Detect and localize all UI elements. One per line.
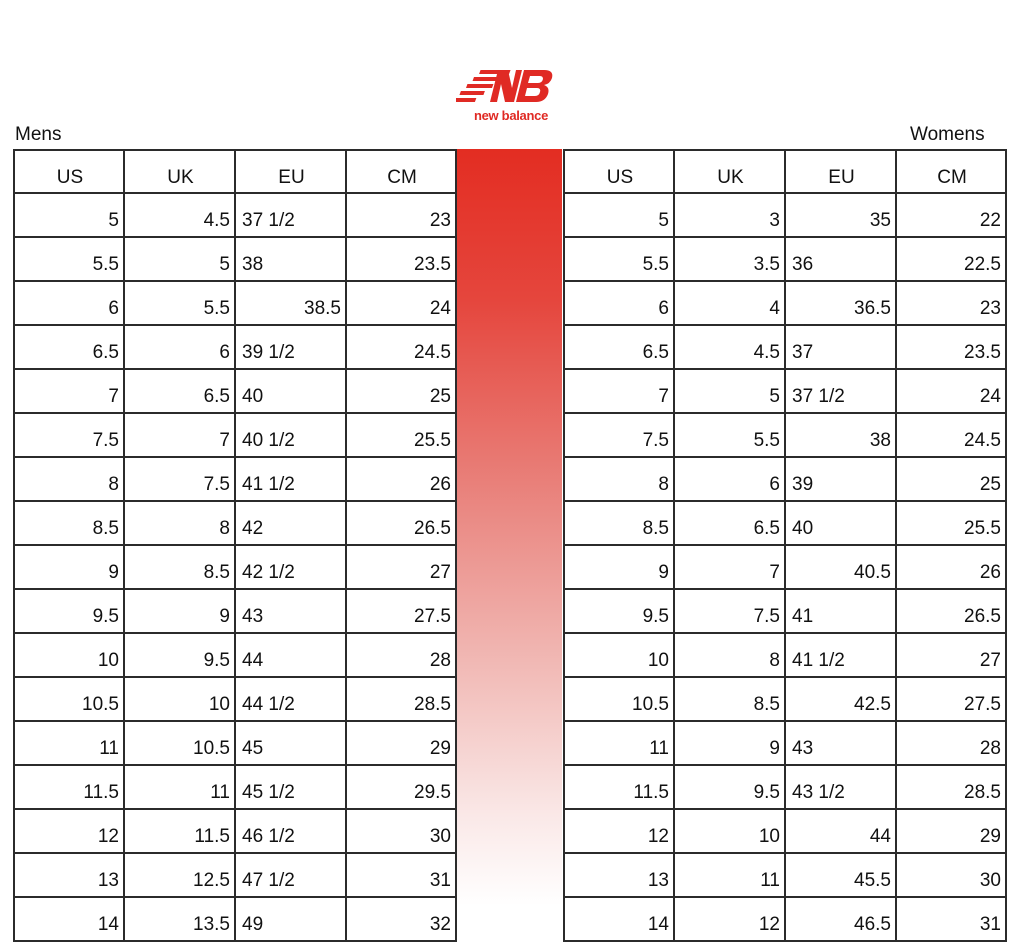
mens-cell-us: 10.5	[14, 677, 124, 721]
womens-cell-cm: 22.5	[896, 237, 1006, 281]
table-row	[14, 765, 456, 809]
womens-header-row	[564, 150, 1006, 193]
mens-cell-us: 8	[14, 457, 124, 501]
table-row	[564, 677, 1006, 721]
womens-cell-cm: 23.5	[896, 325, 1006, 369]
mens-cell-uk: 10	[124, 677, 235, 721]
womens-cell-uk: 4.5	[674, 325, 785, 369]
womens-cell-us: 10	[564, 633, 674, 677]
mens-cell-eu: 45 1/2	[235, 765, 346, 809]
womens-cell-uk: 9	[674, 721, 785, 765]
womens-cell-eu: 41	[785, 589, 896, 633]
mens-cell-cm: 23.5	[346, 237, 456, 281]
mens-cell-uk: 6.5	[124, 369, 235, 413]
table-row	[564, 501, 1006, 545]
womens-cell-us: 9	[564, 545, 674, 589]
table-row	[564, 281, 1006, 325]
mens-cell-cm: 27	[346, 545, 456, 589]
mens-cell-cm: 26	[346, 457, 456, 501]
mens-cell-eu: 38.5	[235, 281, 346, 325]
womens-cell-us: 8.5	[564, 501, 674, 545]
mens-cell-cm: 32	[346, 897, 456, 941]
womens-cell-uk: 7	[674, 545, 785, 589]
table-row	[564, 897, 1006, 941]
table-row	[14, 897, 456, 941]
womens-header-eu: EU	[785, 150, 896, 193]
table-row	[564, 853, 1006, 897]
brand-logo	[456, 66, 566, 126]
mens-cell-uk: 8.5	[124, 545, 235, 589]
womens-cell-us: 7.5	[564, 413, 674, 457]
mens-cell-cm: 25	[346, 369, 456, 413]
womens-cell-eu: 44	[785, 809, 896, 853]
mens-cell-uk: 6	[124, 325, 235, 369]
womens-cell-cm: 29	[896, 809, 1006, 853]
mens-cell-uk: 13.5	[124, 897, 235, 941]
table-row	[14, 501, 456, 545]
mens-cell-eu: 46 1/2	[235, 809, 346, 853]
womens-label: Womens	[910, 124, 985, 145]
womens-cell-uk: 6	[674, 457, 785, 501]
womens-cell-us: 11	[564, 721, 674, 765]
mens-cell-eu: 42 1/2	[235, 545, 346, 589]
mens-cell-eu: 39 1/2	[235, 325, 346, 369]
womens-cell-uk: 3	[674, 193, 785, 237]
womens-cell-eu: 38	[785, 413, 896, 457]
table-row	[14, 281, 456, 325]
divider-gradient-bar	[456, 149, 562, 906]
mens-cell-eu: 47 1/2	[235, 853, 346, 897]
womens-cell-us: 10.5	[564, 677, 674, 721]
mens-cell-eu: 37 1/2	[235, 193, 346, 237]
womens-cell-uk: 10	[674, 809, 785, 853]
womens-cell-cm: 28.5	[896, 765, 1006, 809]
womens-cell-uk: 8.5	[674, 677, 785, 721]
womens-cell-cm: 23	[896, 281, 1006, 325]
table-row	[14, 457, 456, 501]
womens-cell-us: 5	[564, 193, 674, 237]
mens-cell-us: 11	[14, 721, 124, 765]
womens-cell-eu: 46.5	[785, 897, 896, 941]
mens-header-eu: EU	[235, 150, 346, 193]
mens-cell-us: 12	[14, 809, 124, 853]
table-row	[14, 809, 456, 853]
mens-cell-uk: 12.5	[124, 853, 235, 897]
table-row	[564, 413, 1006, 457]
womens-cell-eu: 40	[785, 501, 896, 545]
mens-cell-eu: 43	[235, 589, 346, 633]
table-row	[14, 413, 456, 457]
mens-cell-uk: 4.5	[124, 193, 235, 237]
womens-cell-eu: 43	[785, 721, 896, 765]
table-row	[564, 589, 1006, 633]
mens-cell-cm: 28.5	[346, 677, 456, 721]
mens-cell-us: 11.5	[14, 765, 124, 809]
womens-cell-uk: 3.5	[674, 237, 785, 281]
table-row	[564, 765, 1006, 809]
womens-cell-eu: 43 1/2	[785, 765, 896, 809]
mens-cell-eu: 44	[235, 633, 346, 677]
mens-cell-cm: 31	[346, 853, 456, 897]
mens-header-row	[14, 150, 456, 193]
table-row	[564, 457, 1006, 501]
womens-cell-uk: 4	[674, 281, 785, 325]
mens-cell-uk: 5	[124, 237, 235, 281]
mens-cell-uk: 11.5	[124, 809, 235, 853]
mens-cell-eu: 40	[235, 369, 346, 413]
mens-cell-cm: 29.5	[346, 765, 456, 809]
table-row	[564, 193, 1006, 237]
mens-cell-us: 7.5	[14, 413, 124, 457]
mens-cell-us: 5	[14, 193, 124, 237]
table-row	[564, 721, 1006, 765]
womens-cell-eu: 39	[785, 457, 896, 501]
womens-cell-uk: 9.5	[674, 765, 785, 809]
mens-cell-uk: 11	[124, 765, 235, 809]
womens-cell-uk: 6.5	[674, 501, 785, 545]
mens-cell-us: 9.5	[14, 589, 124, 633]
table-row	[564, 369, 1006, 413]
mens-cell-us: 6	[14, 281, 124, 325]
womens-cell-cm: 31	[896, 897, 1006, 941]
womens-cell-eu: 45.5	[785, 853, 896, 897]
mens-cell-uk: 9.5	[124, 633, 235, 677]
womens-cell-cm: 26.5	[896, 589, 1006, 633]
womens-cell-cm: 22	[896, 193, 1006, 237]
mens-size-table	[13, 149, 457, 942]
womens-cell-eu: 37 1/2	[785, 369, 896, 413]
womens-header-cm: CM	[896, 150, 1006, 193]
womens-cell-us: 12	[564, 809, 674, 853]
womens-header-us: US	[564, 150, 674, 193]
mens-cell-cm: 29	[346, 721, 456, 765]
mens-cell-eu: 44 1/2	[235, 677, 346, 721]
mens-cell-us: 6.5	[14, 325, 124, 369]
mens-cell-eu: 45	[235, 721, 346, 765]
table-row	[14, 545, 456, 589]
womens-cell-cm: 24	[896, 369, 1006, 413]
womens-cell-cm: 25.5	[896, 501, 1006, 545]
womens-cell-uk: 7.5	[674, 589, 785, 633]
mens-cell-eu: 49	[235, 897, 346, 941]
womens-size-table	[563, 149, 1007, 942]
table-row	[564, 545, 1006, 589]
mens-cell-cm: 24.5	[346, 325, 456, 369]
mens-cell-cm: 25.5	[346, 413, 456, 457]
womens-cell-us: 9.5	[564, 589, 674, 633]
womens-cell-eu: 42.5	[785, 677, 896, 721]
womens-cell-us: 14	[564, 897, 674, 941]
brand-wordmark: new balance	[473, 108, 548, 123]
table-row	[14, 721, 456, 765]
womens-cell-cm: 28	[896, 721, 1006, 765]
womens-cell-us: 5.5	[564, 237, 674, 281]
womens-cell-cm: 24.5	[896, 413, 1006, 457]
table-row	[14, 589, 456, 633]
womens-cell-eu: 41 1/2	[785, 633, 896, 677]
table-row	[14, 369, 456, 413]
womens-cell-cm: 30	[896, 853, 1006, 897]
table-row	[14, 237, 456, 281]
womens-cell-us: 7	[564, 369, 674, 413]
mens-cell-cm: 26.5	[346, 501, 456, 545]
womens-cell-us: 11.5	[564, 765, 674, 809]
mens-cell-eu: 40 1/2	[235, 413, 346, 457]
womens-header-uk: UK	[674, 150, 785, 193]
womens-cell-uk: 8	[674, 633, 785, 677]
womens-cell-us: 8	[564, 457, 674, 501]
mens-cell-cm: 24	[346, 281, 456, 325]
mens-cell-us: 14	[14, 897, 124, 941]
nb-logo-icon	[456, 66, 566, 108]
mens-cell-us: 5.5	[14, 237, 124, 281]
mens-cell-us: 8.5	[14, 501, 124, 545]
womens-cell-eu: 37	[785, 325, 896, 369]
mens-cell-uk: 7	[124, 413, 235, 457]
mens-cell-cm: 23	[346, 193, 456, 237]
table-row	[14, 633, 456, 677]
mens-cell-uk: 5.5	[124, 281, 235, 325]
womens-cell-us: 6.5	[564, 325, 674, 369]
womens-cell-cm: 27.5	[896, 677, 1006, 721]
womens-cell-uk: 11	[674, 853, 785, 897]
mens-cell-cm: 30	[346, 809, 456, 853]
mens-cell-us: 10	[14, 633, 124, 677]
mens-cell-us: 13	[14, 853, 124, 897]
mens-header-us: US	[14, 150, 124, 193]
womens-cell-eu: 40.5	[785, 545, 896, 589]
table-row	[564, 809, 1006, 853]
mens-cell-eu: 38	[235, 237, 346, 281]
mens-cell-uk: 7.5	[124, 457, 235, 501]
mens-cell-uk: 10.5	[124, 721, 235, 765]
womens-cell-us: 6	[564, 281, 674, 325]
table-row	[14, 193, 456, 237]
womens-cell-uk: 5	[674, 369, 785, 413]
womens-cell-uk: 5.5	[674, 413, 785, 457]
mens-cell-uk: 8	[124, 501, 235, 545]
mens-cell-eu: 42	[235, 501, 346, 545]
womens-cell-us: 13	[564, 853, 674, 897]
mens-header-uk: UK	[124, 150, 235, 193]
mens-label: Mens	[15, 124, 62, 145]
womens-cell-uk: 12	[674, 897, 785, 941]
womens-cell-cm: 27	[896, 633, 1006, 677]
womens-cell-eu: 36	[785, 237, 896, 281]
table-row	[564, 237, 1006, 281]
womens-cell-cm: 25	[896, 457, 1006, 501]
table-row	[14, 325, 456, 369]
table-row	[564, 325, 1006, 369]
mens-cell-eu: 41 1/2	[235, 457, 346, 501]
mens-cell-cm: 28	[346, 633, 456, 677]
mens-cell-us: 7	[14, 369, 124, 413]
mens-cell-cm: 27.5	[346, 589, 456, 633]
womens-cell-eu: 36.5	[785, 281, 896, 325]
mens-header-cm: CM	[346, 150, 456, 193]
table-row	[14, 677, 456, 721]
womens-cell-cm: 26	[896, 545, 1006, 589]
table-row	[14, 853, 456, 897]
mens-cell-us: 9	[14, 545, 124, 589]
womens-cell-eu: 35	[785, 193, 896, 237]
table-row	[564, 633, 1006, 677]
mens-cell-uk: 9	[124, 589, 235, 633]
